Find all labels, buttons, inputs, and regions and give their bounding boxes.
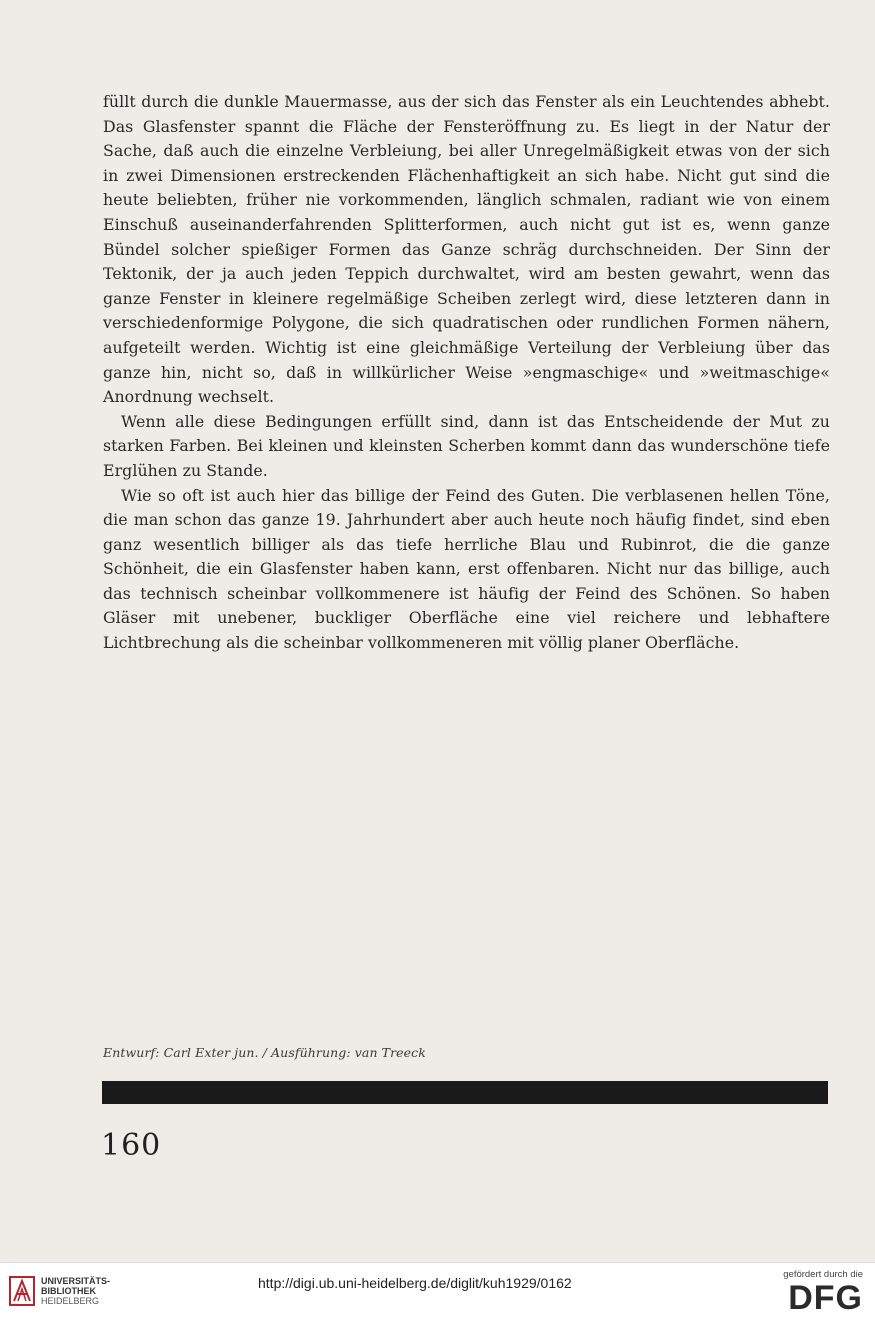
- library-name-line1: UNIVERSITÄTS-: [41, 1276, 111, 1286]
- viewer-footer: [0, 1262, 875, 1325]
- library-name-line3: HEIDELBERG: [41, 1296, 100, 1306]
- paragraph-3: Wie so oft ist auch hier das billige der Feind des Guten. Die verblasenen hellen Töne, die man schon das ganze 19. Jahrhundert aber auch heute noch häufig findet, sind eben ganz wesentlich billiger als das tiefe herrliche Blau und Rubinrot, die die ganze Schönheit, die ein Glasfenster haben kann, erst offenbaren. Nicht nur das billige, auch das technisch scheinbar vollkommenere ist häufig der Feind des Schönen. So haben Gläser mit unebener, buckliger Oberfläche eine viel reichere und lebhaftere Lichtbrechung als die scheinbar vollkommeneren mit völlig planer Oberfläche.: [103, 485, 830, 653]
- paragraph-2: Wenn alle diese Bedingungen erfüllt sind, dann ist das Entscheidende der Mut zu starken Farben. Bei kleinen und kleinsten Scherben kommt dann das wunderschöne tiefe Erglühen zu Stande.: [103, 411, 830, 480]
- paragraph-1: füllt durch die dunkle Mauermasse, aus der sich das Fenster als ein Leuchtendes abhebt. Das Glasfenster spannt die Fläche der Fensteröffnung zu. Es liegt in der Natur der Sache, daß auch die einzelne Verbleiung, bei aller Unregelmäßigkeit etwas von der sich in zwei Dimensionen erstreckenden Flächenhaftigkeit an sich habe. Nicht gut sind die heute beliebten, früher nie vorkommenden, länglich schmalen, radiant wie von einem Einschuß auseinanderfahrenden Splitterformen, auch nicht gut ist es, wenn ganze Bündel solcher spießiger Formen das Ganze schräg durchschneiden. Der Sinn der Tektonik, der ja auch jeden Teppich durchwaltet, wird am besten gewahrt, wenn das ganze Fenster in kleinere regelmäßige Scheiben zerlegt wird, diese letzteren dann in verschiedenformige Polygone, die sich quadratischen oder rundlichen Formen nähern, aufgeteilt werden. Wichtig ist eine gleichmäßige Verteilung der Verbleiung über das ganze hin, nicht so, daß in willkürlicher Weise »engmaschige« und »weitmaschige« Anordnung wechselt.: [103, 92, 830, 407]
- dfg-logo-text: DFG: [788, 1279, 863, 1317]
- image-caption: Entwurf: Carl Exter jun. / Ausführung: van Treeck: [103, 1045, 426, 1060]
- library-logo[interactable]: [9, 1274, 110, 1308]
- black-rule-bar: [102, 1081, 828, 1104]
- heidelberg-library-logo-icon: [9, 1274, 35, 1308]
- permalink-url[interactable]: http://digi.ub.uni-heidelberg.de/diglit/kuh1929/0162: [258, 1275, 572, 1291]
- body-text: [103, 90, 830, 656]
- dfg-funder-logo[interactable]: [783, 1269, 863, 1315]
- page-number: 160: [101, 1128, 162, 1163]
- funder-caption: gefördert durch die: [783, 1269, 863, 1280]
- library-name-line2: BIBLIOTHEK: [41, 1286, 96, 1296]
